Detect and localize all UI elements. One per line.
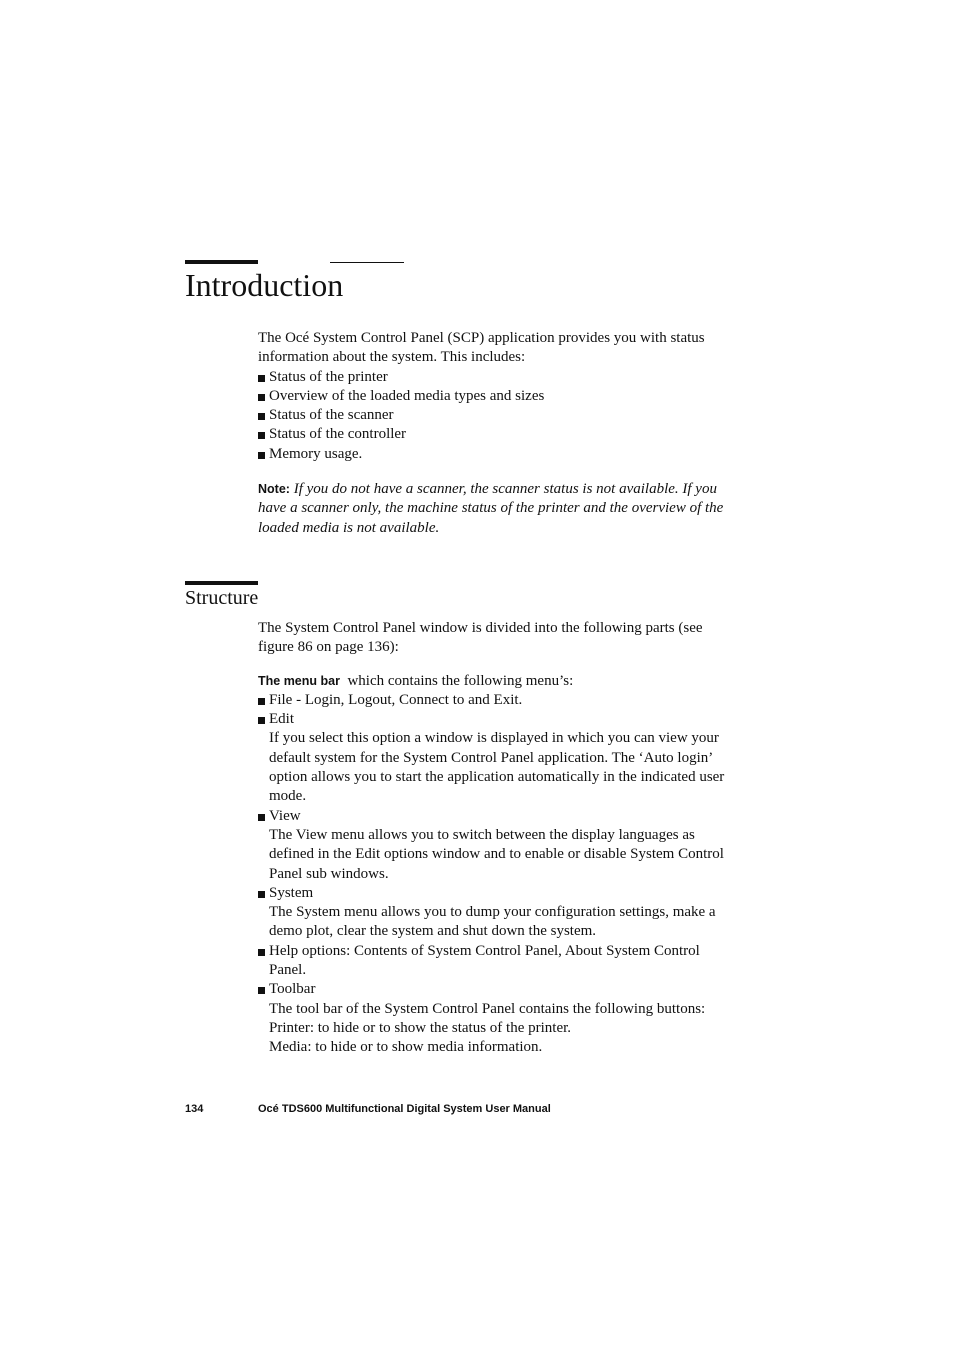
list-item bbox=[258, 980, 738, 1057]
menu-item-title: System bbox=[269, 884, 314, 901]
toolbar-button-printer: Printer: to hide or to show the status of the printer. bbox=[269, 1019, 572, 1036]
list-item: Memory usage. bbox=[258, 445, 738, 464]
menu-item-title: View bbox=[269, 807, 301, 824]
menubar-label: The menu bar bbox=[258, 673, 340, 688]
list-item bbox=[258, 691, 738, 710]
manual-title: Océ TDS600 Multifunctional Digital System User Manual bbox=[258, 1103, 551, 1115]
menu-item-title: Help options: Contents of System Control Panel, About System Control Panel. bbox=[269, 942, 700, 979]
menu-item-title: Toolbar bbox=[269, 981, 316, 998]
note-text: If you do not have a scanner, the scanner status is not available. If you have a scanner only, the machine status of the printer and the overview of the loaded media is not available. bbox=[258, 481, 724, 536]
menu-item-title: File - Login, Logout, Connect to and Exit. bbox=[269, 691, 523, 708]
section-title-structure: Structure bbox=[185, 587, 259, 609]
note bbox=[258, 480, 738, 538]
note-label: Note: bbox=[258, 482, 290, 497]
page-title-introduction: Introduction bbox=[185, 267, 344, 303]
menu-item-detail: The tool bar of the System Control Panel contains the following buttons: bbox=[269, 1000, 706, 1017]
intro-section bbox=[258, 329, 738, 538]
structure-paragraph: The System Control Panel window is divided into the following parts (see figure 86 on page 136): bbox=[258, 620, 703, 656]
list-item bbox=[258, 710, 738, 806]
list-item bbox=[258, 884, 738, 942]
list-item: Status of the printer bbox=[258, 368, 738, 387]
list-item bbox=[258, 942, 738, 981]
list-item bbox=[258, 807, 738, 884]
menu-list bbox=[258, 691, 738, 1058]
list-item: Status of the scanner bbox=[258, 406, 738, 425]
intro-bullet-list bbox=[258, 368, 738, 464]
menubar-intro bbox=[258, 672, 738, 691]
menubar-text: which contains the following menu’s: bbox=[347, 672, 574, 689]
list-item: Overview of the loaded media types and sizes bbox=[258, 387, 738, 406]
menu-item-detail: The System menu allows you to dump your configuration settings, make a demo plot, clear the system and shut down the system. bbox=[269, 904, 716, 940]
intro-paragraph: The Océ System Control Panel (SCP) application provides you with status information about the system. This includes: bbox=[258, 330, 705, 366]
toolbar-button-media: Media: to hide or to show media information. bbox=[269, 1039, 543, 1056]
page-number: 134 bbox=[185, 1103, 204, 1115]
menu-item-detail: If you select this option a window is displayed in which you can view your default system for the System Control Panel application. The ‘Auto login’ option allows you to start the application automatically in the indicated user mode. bbox=[269, 730, 725, 805]
intro-heading-rule-secondary bbox=[330, 262, 404, 263]
menu-item-detail: The View menu allows you to switch between the display languages as defined in the Edit options window and to enable or disable System Control Panel sub windows. bbox=[269, 826, 724, 882]
list-item: Status of the controller bbox=[258, 425, 738, 444]
structure-section bbox=[258, 619, 738, 1058]
menu-item-title: Edit bbox=[269, 711, 294, 728]
